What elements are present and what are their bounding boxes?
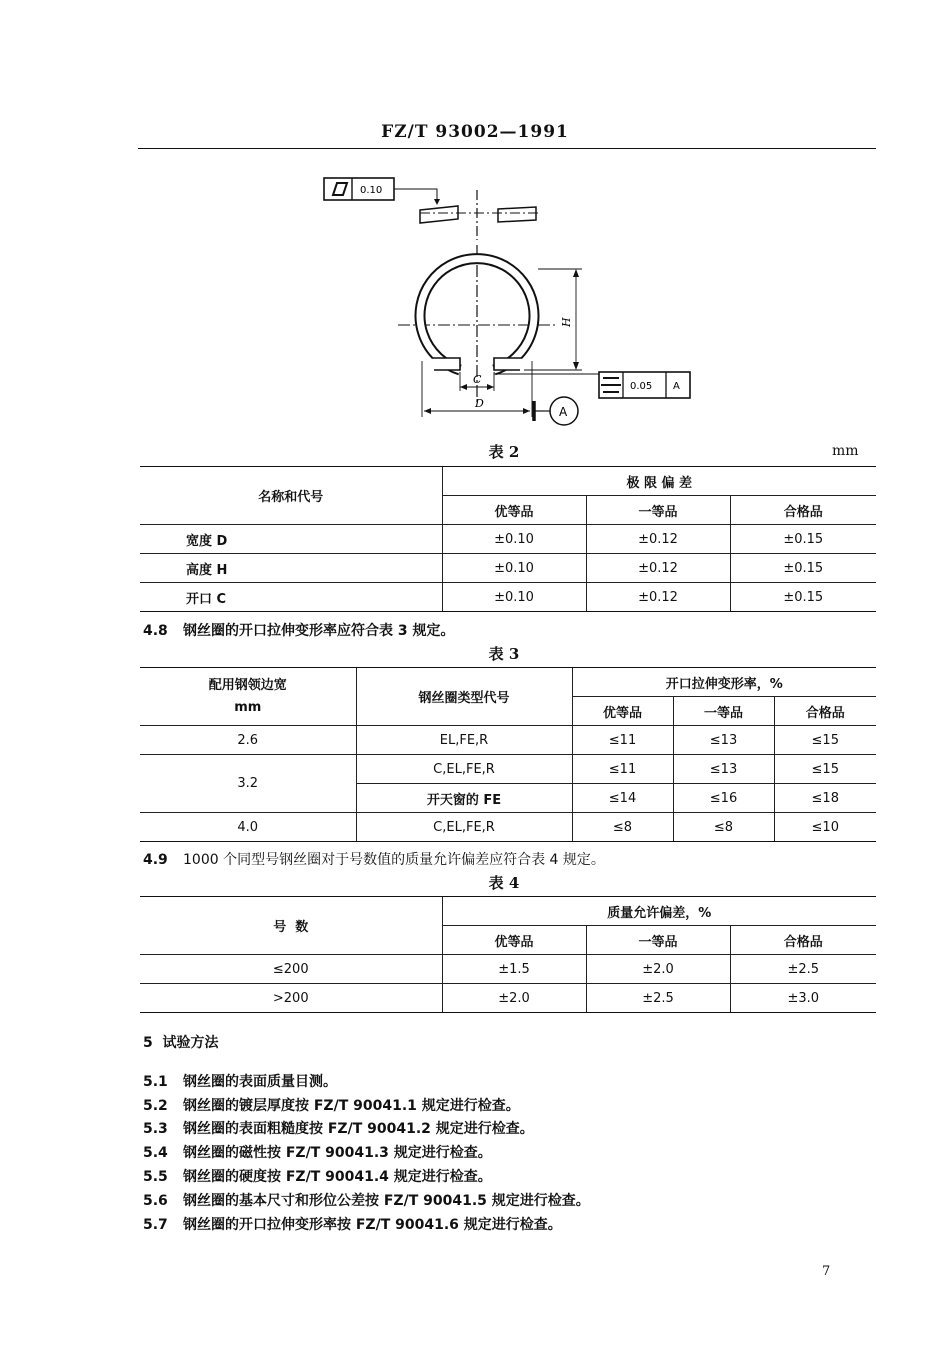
t2-grade: 一等品 xyxy=(586,496,730,525)
clause-text: 钢丝圈的开口拉伸变形率按 FZ/T 90041.6 规定进行检查。 xyxy=(183,1217,562,1233)
t2-row-name: 宽度 D xyxy=(140,525,442,554)
clause-5-5 xyxy=(143,1166,492,1186)
t2-col-name: 名称和代号 xyxy=(140,467,442,525)
wire-traveller-figure xyxy=(300,165,720,435)
datum-a-symbol xyxy=(534,397,578,425)
clause-number: 5.1 xyxy=(143,1074,168,1090)
clause-5-1 xyxy=(143,1071,337,1091)
t4-group-header: 质量允许偏差，% xyxy=(442,897,876,926)
table-row xyxy=(140,755,876,784)
label-h: H xyxy=(560,317,573,327)
header-rule xyxy=(138,148,876,149)
table-row xyxy=(140,583,876,612)
clause-number: 5.5 xyxy=(143,1169,168,1185)
clause-5-7 xyxy=(143,1214,562,1234)
t3-cell: ≤8 xyxy=(572,813,673,842)
clause-4-8 xyxy=(143,620,455,640)
t3-cell: ≤18 xyxy=(774,784,876,813)
clause-text: 钢丝圈的开口拉伸变形率应符合表 3 规定。 xyxy=(183,623,455,639)
t2-cell: ±0.15 xyxy=(730,583,876,612)
table-row xyxy=(140,726,876,755)
t4-grade: 优等品 xyxy=(442,926,586,955)
t3-grade: 优等品 xyxy=(572,697,673,726)
t3-cell: ≤15 xyxy=(774,726,876,755)
t2-row-name: 高度 H xyxy=(140,554,442,583)
t3-cell: ≤10 xyxy=(774,813,876,842)
standard-code: FZ/T 93002—1991 xyxy=(381,122,569,142)
flatness-value: 0.10 xyxy=(360,185,383,196)
clause-number: 5.7 xyxy=(143,1217,168,1233)
datum-label: A xyxy=(559,405,568,419)
symmetry-value: 0.05 xyxy=(630,381,653,392)
table-4 xyxy=(140,896,876,1013)
table-row xyxy=(140,955,876,984)
t2-grade: 优等品 xyxy=(442,496,586,525)
clause-number: 4.9 xyxy=(143,852,168,868)
t2-cell: ±0.10 xyxy=(442,525,586,554)
t2-row-name: 开口 C xyxy=(140,583,442,612)
flatness-tolerance-frame xyxy=(324,178,394,200)
t4-cell: ±1.5 xyxy=(442,955,586,984)
t2-cell: ±0.12 xyxy=(586,554,730,583)
t2-cell: ±0.10 xyxy=(442,583,586,612)
table-row xyxy=(140,813,876,842)
t4-num: >200 xyxy=(140,984,442,1013)
clause-5-2 xyxy=(143,1095,520,1115)
symmetry-icon xyxy=(601,378,621,392)
clause-number: 5.2 xyxy=(143,1098,168,1114)
t4-col-num: 号 数 xyxy=(140,897,442,955)
clause-5-3 xyxy=(143,1118,534,1138)
t4-grade: 合格品 xyxy=(730,926,876,955)
symmetry-tolerance-frame xyxy=(599,372,690,398)
table-row xyxy=(140,984,876,1013)
clause-number: 5.4 xyxy=(143,1145,168,1161)
dimension-c xyxy=(460,372,599,391)
clause-text: 钢丝圈的表面质量目测。 xyxy=(183,1074,337,1090)
flatness-icon xyxy=(333,183,347,195)
t3-grade: 合格品 xyxy=(774,697,876,726)
t4-cell: ±2.0 xyxy=(586,955,730,984)
table4-caption: 表 4 xyxy=(488,874,520,892)
section-5-title: 5 试验方法 xyxy=(143,1035,219,1051)
clause-text: 钢丝圈的基本尺寸和形位公差按 FZ/T 90041.5 规定进行检查。 xyxy=(183,1193,590,1209)
clause-text: 钢丝圈的表面粗糙度按 FZ/T 90041.2 规定进行检查。 xyxy=(183,1121,534,1137)
table-row xyxy=(140,554,876,583)
t3-col-width-line2: mm xyxy=(234,699,262,715)
t2-grade: 合格品 xyxy=(730,496,876,525)
t3-cell: ≤16 xyxy=(673,784,774,813)
table-3 xyxy=(140,667,876,842)
t2-cell: ±0.12 xyxy=(586,583,730,612)
t3-cell: ≤15 xyxy=(774,755,876,784)
clause-text: 钢丝圈的硬度按 FZ/T 90041.4 规定进行检查。 xyxy=(183,1169,492,1185)
t2-cell: ±0.12 xyxy=(586,525,730,554)
t3-group-header: 开口拉伸变形率，% xyxy=(572,668,876,697)
side-view xyxy=(420,190,538,240)
t3-cell: ≤11 xyxy=(572,755,673,784)
table2-unit: mm xyxy=(832,443,859,459)
t3-cell: ≤14 xyxy=(572,784,673,813)
t3-grade: 一等品 xyxy=(673,697,774,726)
t3-col-width xyxy=(140,668,356,726)
t4-cell: ±3.0 xyxy=(730,984,876,1013)
t3-cell: ≤13 xyxy=(673,726,774,755)
t2-cell: ±0.15 xyxy=(730,525,876,554)
label-c: C xyxy=(473,373,482,386)
t3-width: 3.2 xyxy=(140,755,356,813)
clause-number: 5.6 xyxy=(143,1193,168,1209)
t3-cell: ≤8 xyxy=(673,813,774,842)
t4-cell: ±2.5 xyxy=(730,955,876,984)
t3-type: 开天窗的 FE xyxy=(356,784,572,813)
clause-text: 1000 个同型号钢丝圈对于号数值的质量允许偏差应符合表 4 规定。 xyxy=(183,852,605,868)
table3-caption: 表 3 xyxy=(488,645,520,663)
t3-cell: ≤11 xyxy=(572,726,673,755)
t3-cell: ≤13 xyxy=(673,755,774,784)
clause-text: 钢丝圈的磁性按 FZ/T 90041.3 规定进行检查。 xyxy=(183,1145,492,1161)
t3-type: EL,FE,R xyxy=(356,726,572,755)
t3-col-type: 钢丝圈类型代号 xyxy=(356,668,572,726)
symmetry-datum: A xyxy=(673,381,680,392)
page-number: 7 xyxy=(822,1264,831,1279)
t2-group-header: 极 限 偏 差 xyxy=(442,467,876,496)
t3-type: C,EL,FE,R xyxy=(356,813,572,842)
t4-cell: ±2.5 xyxy=(586,984,730,1013)
clause-5-4 xyxy=(143,1142,492,1162)
clause-number: 5.3 xyxy=(143,1121,168,1137)
t2-cell: ±0.15 xyxy=(730,554,876,583)
t3-width: 2.6 xyxy=(140,726,356,755)
clause-number: 4.8 xyxy=(143,623,168,639)
clause-text: 钢丝圈的镀层厚度按 FZ/T 90041.1 规定进行检查。 xyxy=(183,1098,520,1114)
table2-caption: 表 2 xyxy=(488,443,520,461)
clause-5-6 xyxy=(143,1190,590,1210)
label-d: D xyxy=(475,397,484,410)
t4-cell: ±2.0 xyxy=(442,984,586,1013)
t2-cell: ±0.10 xyxy=(442,554,586,583)
t4-grade: 一等品 xyxy=(586,926,730,955)
t3-col-width-line1: 配用钢领边宽 xyxy=(208,677,287,693)
t4-num: ≤200 xyxy=(140,955,442,984)
table-2 xyxy=(140,466,876,612)
t3-width: 4.0 xyxy=(140,813,356,842)
table-row xyxy=(140,525,876,554)
t3-type: C,EL,FE,R xyxy=(356,755,572,784)
clause-4-9 xyxy=(143,849,605,869)
